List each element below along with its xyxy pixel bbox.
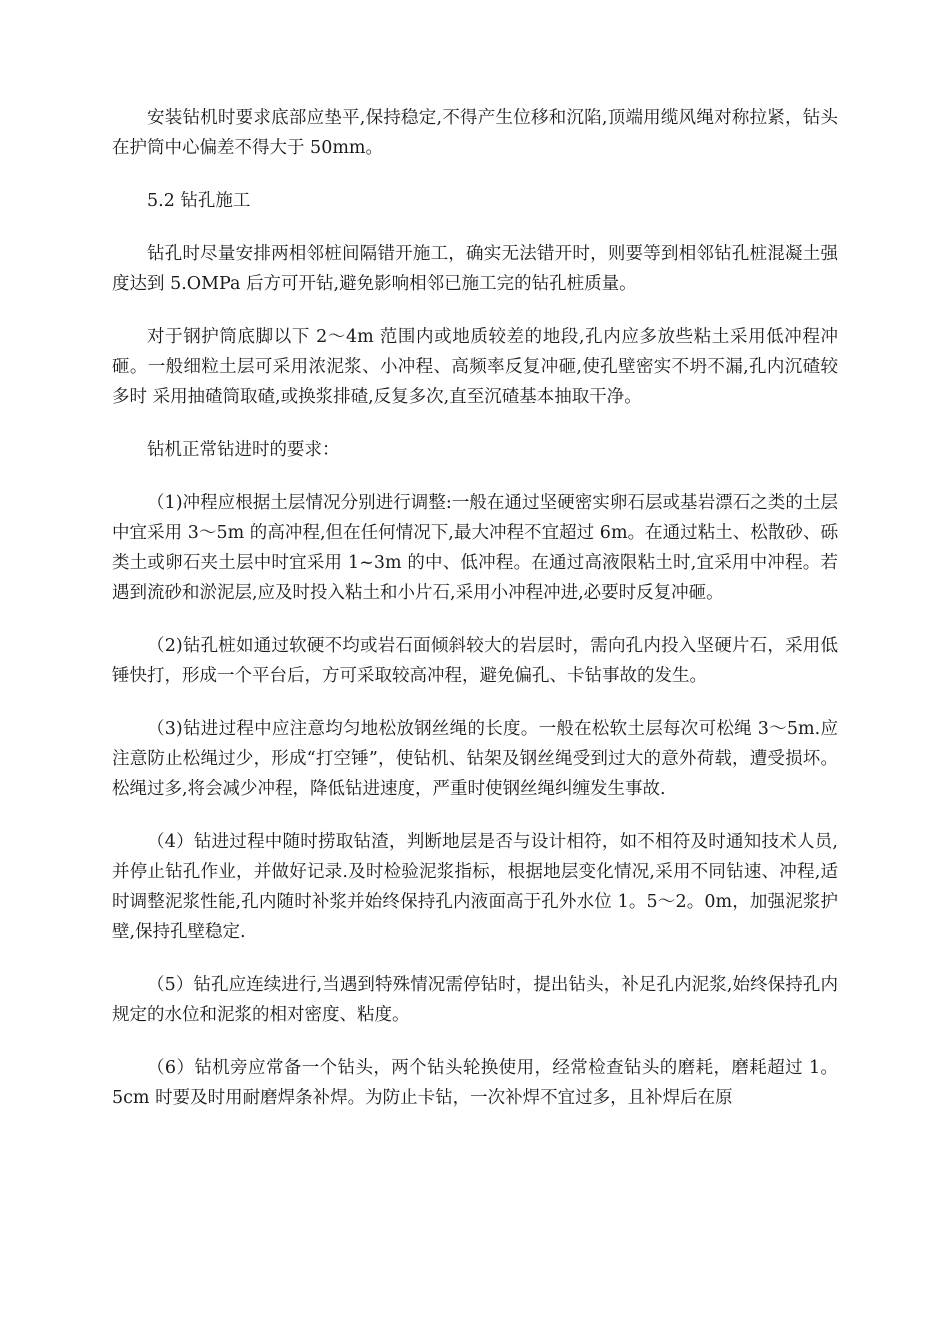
- paragraph-casing-bottom: 对于钢护筒底脚以下 2～4m 范围内或地质较差的地段,孔内应多放些粘土采用低冲程冲砸。一般细粒土层可采用浓泥浆、小冲程、高频率反复冲砸,使孔壁密实不坍不漏,孔内沉碴较多时 采用抽碴筒取碴,或换浆排碴,反复多次,直至沉碴基本抽取干净。: [112, 327, 838, 407]
- paragraph-normal-drilling-requirements: 钻机正常钻进时的要求：: [147, 440, 340, 460]
- paragraph-drilling-sequence: 钻孔时尽量安排两相邻桩间隔错开施工，确实无法错开时，则要等到相邻钻孔桩混凝土强度达到 5.OMPa 后方可开钻,避免影响相邻已施工完的钻孔桩质量。: [112, 244, 838, 294]
- document-body: [112, 103, 838, 1136]
- paragraph-item-5: （5）钻孔应连续进行,当遇到特殊情况需停钻时，提出钻头，补足孔内泥浆,始终保持孔内规定的水位和泥浆的相对密度、粘度。: [112, 975, 838, 1025]
- paragraph-drill-installation: 安装钻机时要求底部应垫平,保持稳定,不得产生位移和沉陷,顶端用缆风绳对称拉紧，钻头在护筒中心偏差不得大于 50mm。: [112, 108, 838, 158]
- paragraph-item-3: （3)钻进过程中应注意均匀地松放钢丝绳的长度。一般在松软土层每次可松绳 3～5m.应注意防止松绳过少，形成“打空锤”，使钻机、钻架及钢丝绳受到过大的意外荷载，遭受损坏。松绳过多,将会减少冲程，降低钻进速度，严重时使钢丝绳纠缠发生事故.: [112, 719, 838, 799]
- paragraph-item-1: （1)冲程应根据土层情况分别进行调整:一般在通过坚硬密实卵石层或基岩漂石之类的土层中宜采用 3～5m 的高冲程,但在任何情况下,最大冲程不宜超过 6m。在通过粘土、松散砂、砾类土或卵石夹土层中时宜采用 1~3m 的中、低冲程。在通过高液限粘土时,宜采用中冲程。若遇到流砂和淤泥层,应及时投入粘土和小片石,采用小冲程冲进,必要时反复冲砸。: [112, 493, 838, 603]
- section-heading-5-2: 5.2 钻孔施工: [147, 191, 251, 211]
- paragraph-item-6: （6）钻机旁应常备一个钻头，两个钻头轮换使用，经常检查钻头的磨耗，磨耗超过 1。5cm 时要及时用耐磨焊条补焊。为防止卡钻，一次补焊不宜过多，且补焊后在原: [112, 1058, 838, 1108]
- paragraph-item-2: （2)钻孔桩如通过软硬不均或岩石面倾斜较大的岩层时，需向孔内投入坚硬片石，采用低锤快打，形成一个平台后，方可采取较高冲程，避免偏孔、卡钻事故的发生。: [112, 636, 838, 686]
- paragraph-item-4: （4）钻进过程中随时捞取钻渣，判断地层是否与设计相符，如不相符及时通知技术人员,并停止钻孔作业，并做好记录.及时检验泥浆指标，根据地层变化情况,采用不同钻速、冲程,适时调整泥浆性能,孔内随时补浆并始终保持孔内液面高于孔外水位 1。5～2。0m，加强泥浆护壁,保持孔壁稳定.: [112, 832, 838, 942]
